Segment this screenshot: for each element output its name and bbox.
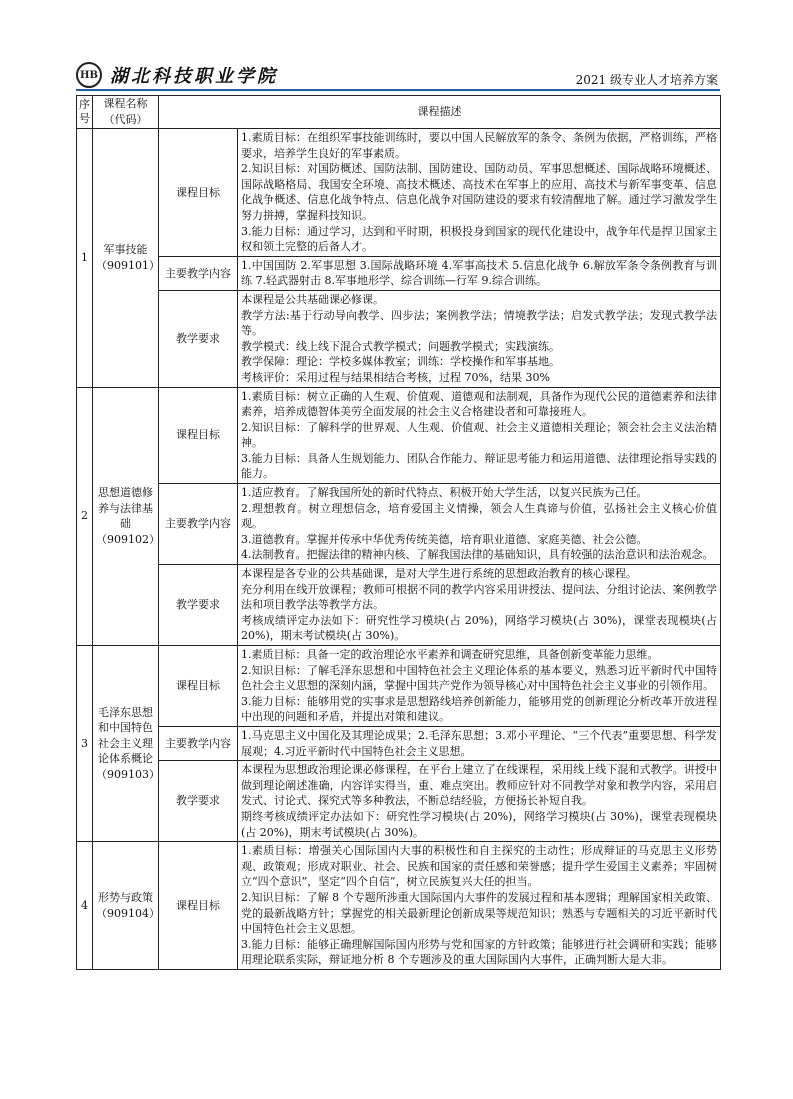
course-name-cell: [93, 842, 159, 970]
description-line: 教学保障：理论：学校多媒体教室；训练：学校操作和军事基地。: [241, 355, 560, 369]
section-description: [238, 726, 721, 760]
description-line: 2.知识目标：了解 8 个专题所涉重大国际国内大事件的发展过程和基本逻辑；理解国家相关政策、党的最新战略方针；掌握党的相关最新理论创新成果等规范知识；熟悉与专题相关的习近平新时代中国特色社会主义思想。: [241, 890, 717, 936]
table-row: [77, 565, 721, 646]
table-header-row: [77, 96, 721, 129]
section-description: [238, 129, 721, 257]
course-index: 4: [77, 842, 93, 970]
description-line: 2.知识目标：对国防概述、国防法制、国防建设、国防动员、军事思想概述、国际战略环境概述、国际战略格局、我国安全环境、高技术概述、高技术在军事上的应用、高技术与新军事变革、信息化战争概述、信息化战争特点、信息化战争对国防建设的要求有较清醒地了解。通过学习激发学生努力拼搏，掌握科技知识。: [241, 162, 717, 222]
description-line: 考核评价：采用过程与结果相结合考核，过程 70%，结果 30%: [241, 370, 550, 384]
course-table: [76, 95, 721, 970]
description-line: 3.能力目标：通过学习，达到和平时期，积极投身到国家的现代化建设中，战争年代是捍卫国家主权和领土完整的后备人才。: [241, 224, 717, 254]
description-line: 充分利用在线开放课程；教师可根据不同的教学内容采用讲授法、提问法、分组讨论法、案例教学法和项目教学法等教学方法。: [241, 582, 717, 612]
course-index: 3: [77, 646, 93, 842]
section-label: 主要教学内容: [159, 484, 238, 565]
header-course-name: 课程名称（代码）: [93, 96, 159, 129]
section-label: 课程目标: [159, 387, 238, 484]
description-line: 考核成绩评定办法如下：研究性学习模块(占 20%)，网络学习模块(占 30%)，课堂表现模块(占 20%)，期末考试模块(占 30%)。: [241, 613, 717, 643]
table-row: [77, 256, 721, 290]
description-line: 2.知识目标：了解毛泽东思想和中国特色社会主义理论体系的基本要义，熟悉习近平新时代中国特色社会主义思想的深刻内涵，掌握中国共产党作为领导核心对中国特色社会主义事业的引领作用。: [241, 663, 717, 693]
description-line: 1.马克思主义中国化及其理论成果；2.毛泽东思想；3.邓小平理论、“三个代表”重要思想、科学发展观；4.习近平新时代中国特色社会主义思想。: [241, 728, 717, 758]
description-line: 本课程是各专业的公共基础课，是对大学生进行系统的思想政治教育的核心课程。: [241, 567, 637, 581]
course-index: 1: [77, 129, 93, 388]
course-code: （909101）: [96, 258, 160, 272]
course-name: 军事技能: [103, 243, 148, 257]
table-row: [77, 726, 721, 760]
description-line: 期终考核成绩评定办法如下：研究性学习模块(占 20%)，网络学习模块(占 30%)，课堂表现模块(占 20%)，期末考试模块(占 30%)。: [241, 809, 717, 839]
course-name: 毛泽东思想和中国特色社会主义理论体系概论: [98, 705, 153, 766]
table-row: [77, 290, 721, 387]
header-divider: [76, 89, 720, 91]
section-label: 教学要求: [159, 290, 238, 387]
school-seal-icon: HB: [76, 62, 102, 88]
section-label: 课程目标: [159, 842, 238, 970]
description-line: 3.能力目标：具备人生规划能力、团队合作能力、辩证思考能力和运用道德、法律理论指导实践的能力。: [241, 451, 717, 481]
description-line: 1.素质目标：增强关心国际国内大事的积极性和自主探究的主动性；形成辩证的马克思主义形势观、政策观；形成对职业、社会、民族和国家的责任感和荣誉感；提升学生爱国主义素养；牢固树立“四个意识”，坚定“四个自信”，树立民族复兴大任的担当。: [241, 844, 717, 889]
section-description: [238, 290, 721, 387]
page-header: [76, 62, 720, 90]
table-row: [77, 129, 721, 257]
description-line: 3.道德教育。掌握并传承中华优秀传统美德，培育职业道德、家庭美德、社会公德。: [241, 532, 648, 546]
course-name-cell: [93, 387, 159, 646]
section-description: [238, 565, 721, 646]
description-line: 教学方法:基于行动导向教学、四步法；案例教学法；情境教学法；启发式教学法；发现式教学法等。: [241, 308, 717, 338]
table-row: [77, 646, 721, 727]
school-logo: [76, 62, 278, 88]
course-index: 2: [77, 387, 93, 646]
table-row: [77, 484, 721, 565]
section-description: [238, 842, 721, 970]
description-line: 教学模式：线上线下混合式教学模式；问题教学模式；实践演练。: [241, 339, 560, 353]
description-line: 2.知识目标：了解科学的世界观、人生观、价值观、社会主义道德相关理论；领会社会主义法治精神。: [241, 420, 717, 450]
description-line: 3.能力目标：能够正确理解国际国内形势与党和国家的方针政策；能够进行社会调研和实践；能够用理论联系实际，辩证地分析 8 个专题涉及的重大国际国内大事件，正确判断大是大非。: [241, 937, 717, 967]
section-description: [238, 256, 721, 290]
description-line: 1.素质目标：在组织军事技能训练时，要以中国人民解放军的条令、条例为依据，严格训练，严格要求，培养学生良好的军事素质。: [241, 131, 717, 160]
section-label: 教学要求: [159, 761, 238, 842]
course-name: 形势与政策: [98, 890, 153, 904]
description-line: 2.理想教育。树立理想信念，培育爱国主义情操，领会人生真谛与价值，弘扬社会主义核心价值观。: [241, 501, 717, 531]
header-index: 序号: [77, 96, 93, 129]
description-line: 3.能力目标：能够用党的实事求是思想路线培养创新能力，能够用党的创新理论分析改革开放进程中出现的问题和矛盾，并提出对策和建议。: [241, 694, 717, 724]
description-line: 1.素质目标：树立正确的人生观、价值观、道德观和法制观，具备作为现代公民的道德素养和法律素养，培养成德智体美劳全面发展的社会主义合格建设者和可靠接班人。: [241, 389, 717, 419]
section-description: [238, 387, 721, 484]
description-line: 4.法制教育。把握法律的精神内核、了解我国法律的基础知识，具有较强的法治意识和法治观念。: [241, 548, 714, 562]
section-label: 主要教学内容: [159, 256, 238, 290]
description-line: 1.适应教育。了解我国所处的新时代特点、积极开始大学生活，以复兴民族为己任。: [241, 486, 648, 500]
table-row: [77, 842, 721, 970]
section-label: 教学要求: [159, 565, 238, 646]
course-name-cell: [93, 129, 159, 388]
course-code: （909104）: [96, 906, 160, 920]
section-description: [238, 646, 721, 727]
table-row: [77, 387, 721, 484]
document-title: 2021 级专业人才培养方案: [575, 73, 718, 87]
course-name: 思想道德修养与法律基础: [98, 486, 153, 531]
description-line: 1.中国国防 2.军事思想 3.国际战略环境 4.军事高技术 5.信息化战争 6.解放军条令条例教育与训练 7.轻武器射击 8.军事地形学、综合训练—行军 9.综合训练。: [241, 258, 717, 288]
section-label: 课程目标: [159, 646, 238, 727]
description-line: 本课程是公共基础课必修课。: [241, 292, 384, 306]
description-line: 1.素质目标：具备一定的政治理论水平素养和调查研究思维，具备创新变革能力思维。: [241, 648, 659, 661]
section-label: 课程目标: [159, 129, 238, 257]
table-row: [77, 761, 721, 842]
description-line: 本课程为思想政治理论课必修课程，在平台上建立了在线课程，采用线上线下混和式教学。讲授中做到理论阐述准确，内容详实得当，重、难点突出。教师应针对不同教学对象和教学内容，采用启发式、讨论式、探究式等多种教法，不断总结经验，方便扬长补短自我。: [241, 763, 717, 808]
header-course-desc: 课程描述: [159, 96, 721, 129]
course-code: （909102）: [96, 532, 160, 546]
course-name-cell: [93, 646, 159, 842]
section-description: [238, 484, 721, 565]
course-code: （909103）: [96, 767, 160, 781]
section-description: [238, 761, 721, 842]
section-label: 主要教学内容: [159, 726, 238, 760]
school-name: 湖北科技职业学院: [110, 66, 278, 87]
